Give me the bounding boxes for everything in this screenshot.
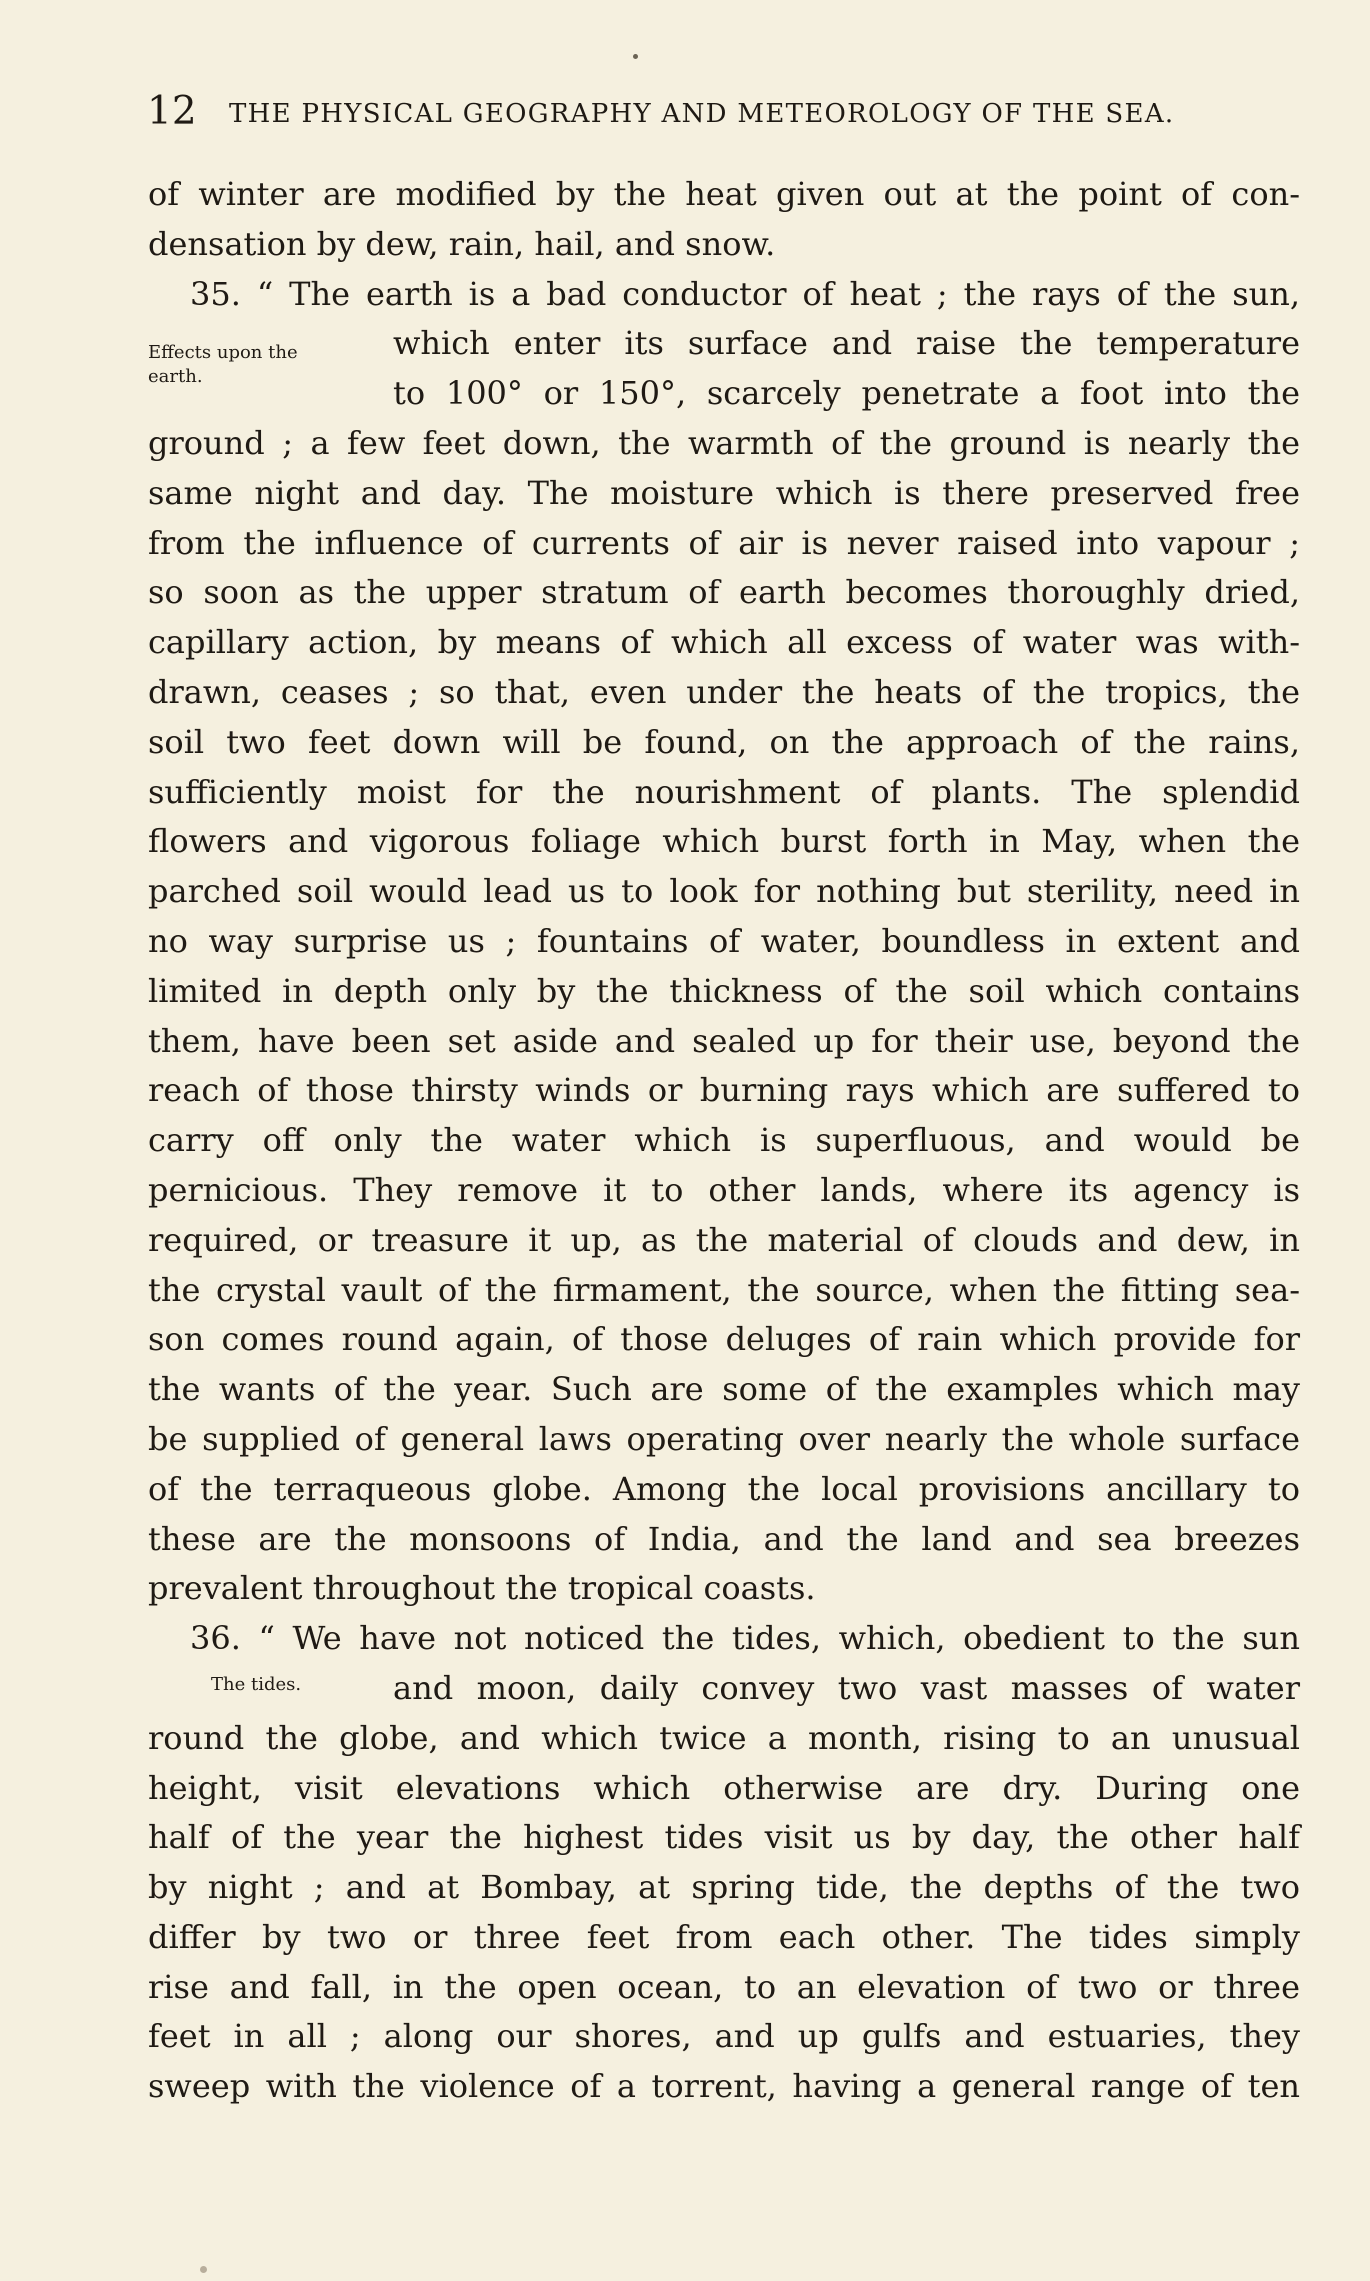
text-line: prevalent throughout the tropical coasts. [148,1569,816,1608]
text-line: flowers and vigorous foliage which burst forth in May, when the [148,822,1300,861]
text-line: pernicious. They remove it to other lands, where its agency is [148,1170,1300,1209]
ink-dot-mark [633,54,638,59]
text-line: sufficiently moist for the nourishment of plants. The splendid [148,772,1300,811]
text-line: ground ; a few feet down, the warmth of the ground is nearly the [148,423,1300,462]
text-line: of the terraqueous globe. Among the local provisions ancillary to [148,1469,1300,1508]
text-line: the crystal vault of the firmament, the source, when the fitting sea- [148,1270,1300,1309]
text-line: parched soil would lead us to look for nothing but sterility, need in [148,872,1300,911]
text-line: limited in depth only by the thickness of the soil which contains [148,971,1300,1010]
text-line: same night and day. The moisture which is there preserved free [148,473,1300,512]
text-line: reach of those thirsty winds or burning rays which are suffered to [148,1071,1300,1110]
text-line: by night ; and at Bombay, at spring tide, the depths of the two [148,1868,1300,1907]
text-line: carry off only the water which is superfluous, and would be [148,1121,1300,1160]
text-line: them, have been set aside and sealed up for their use, beyond the [148,1021,1300,1060]
text-line: rise and fall, in the open ocean, to an elevation of two or three [148,1967,1300,2006]
text-line: son comes round again, of those deluges of rain which provide for [148,1320,1300,1359]
text-line: so soon as the upper stratum of earth becomes thoroughly dried, [148,573,1300,612]
text-line: feet in all ; along our shores, and up gulfs and estuaries, they [148,2017,1300,2056]
text-line: soil two feet down will be found, on the approach of the rains, [148,722,1300,761]
paragraph-35-start: 35. “ The earth is a bad conductor of heat ; the rays of the sun, [190,274,1300,313]
text-line: which enter its surface and raise the temperature [393,324,1300,363]
text-line: and moon, daily convey two vast masses of water [393,1668,1300,1707]
page-header [147,88,1227,136]
sidenote-line: Effects upon the [148,342,298,363]
text-line: to 100° or 150°, scarcely penetrate a foot into the [393,374,1300,413]
text-line: half of the year the highest tides visit us by day, the other half [148,1818,1300,1857]
paragraph-36-start: 36. “ We have not noticed the tides, which, obedient to the sun [190,1619,1300,1658]
text-line: capillary action, by means of which all excess of water was with- [148,623,1300,662]
text-line: densation by dew, rain, hail, and snow. [148,224,776,263]
text-line: the wants of the year. Such are some of the examples which may [148,1370,1300,1409]
text-line: no way surprise us ; fountains of water, boundless in extent and [148,921,1300,960]
paper-spot [200,2266,207,2273]
body-text [148,170,1300,2112]
text-line: round the globe, and which twice a month, rising to an unusual [148,1718,1300,1757]
text-line: of winter are modified by the heat given out at the point of con- [148,175,1300,213]
text-line: sweep with the violence of a torrent, having a general range of ten [148,2067,1300,2106]
text-line: differ by two or three feet from each other. The tides simply [148,1917,1300,1956]
running-head: THE PHYSICAL GEOGRAPHY AND METEOROLOGY OF THE SEA. [229,99,1175,129]
text-line: these are the monsoons of India, and the land and sea breezes [148,1519,1300,1558]
sidenote-line: earth. [148,366,203,387]
text-line: drawn, ceases ; so that, even under the heats of the tropics, the [148,672,1300,711]
text-line: required, or treasure it up, as the material of clouds and dew, in [148,1220,1300,1259]
text-line: be supplied of general laws operating over nearly the whole surface [148,1419,1300,1458]
text-line: from the influence of currents of air is never raised into vapour ; [148,523,1300,562]
text-line: height, visit elevations which otherwise are dry. During one [148,1768,1300,1807]
sidenote-the-tides: The tides. [211,1674,302,1695]
page-number: 12 [147,89,197,134]
